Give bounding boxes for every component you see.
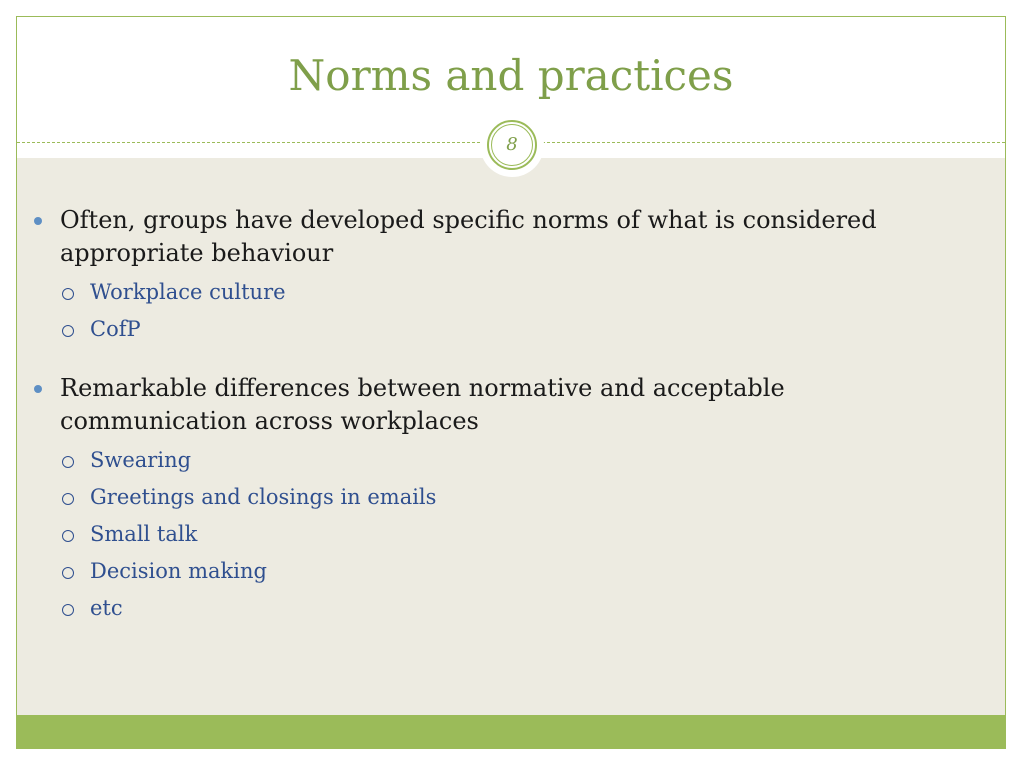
- bullet-dot-icon: [34, 217, 42, 225]
- sub-bullet-list: [60, 274, 932, 348]
- bullet-list: [32, 204, 932, 627]
- sub-bullet-text: Decision making: [90, 559, 267, 583]
- sub-bullet-ring-icon: [62, 567, 74, 579]
- sub-bullet-text: Greetings and closings in emails: [90, 485, 437, 509]
- sub-bullet-item: [60, 274, 932, 311]
- sub-bullet-ring-icon: [62, 530, 74, 542]
- sub-bullet-item: [60, 479, 932, 516]
- sub-bullet-text: etc: [90, 596, 123, 620]
- sub-bullet-ring-icon: [62, 604, 74, 616]
- sub-bullet-text: Swearing: [90, 448, 192, 472]
- sub-bullet-item: [60, 442, 932, 479]
- bullet-item: [32, 204, 932, 348]
- sub-bullet-item: [60, 516, 932, 553]
- sub-bullet-text: CofP: [90, 317, 141, 341]
- sub-bullet-ring-icon: [62, 325, 74, 337]
- bullet-text: Often, groups have developed specific norms of what is considered appropriate behaviour: [60, 206, 877, 267]
- sub-bullet-ring-icon: [62, 493, 74, 505]
- sub-bullet-item: [60, 311, 932, 348]
- bullet-item: [32, 372, 932, 627]
- slide-title: Norms and practices: [288, 51, 734, 100]
- bullet-dot-icon: [34, 385, 42, 393]
- bullet-text: Remarkable differences between normative and acceptable communication across workplaces: [60, 374, 785, 435]
- page-number: 8: [491, 124, 533, 166]
- sub-bullet-item: [60, 590, 932, 627]
- sub-bullet-item: [60, 553, 932, 590]
- sub-bullet-ring-icon: [62, 288, 74, 300]
- sub-bullet-text: Workplace culture: [90, 280, 286, 304]
- sub-bullet-list: [60, 442, 932, 627]
- sub-bullet-ring-icon: [62, 456, 74, 468]
- bottom-accent-bar: [17, 715, 1005, 748]
- sub-bullet-text: Small talk: [90, 522, 198, 546]
